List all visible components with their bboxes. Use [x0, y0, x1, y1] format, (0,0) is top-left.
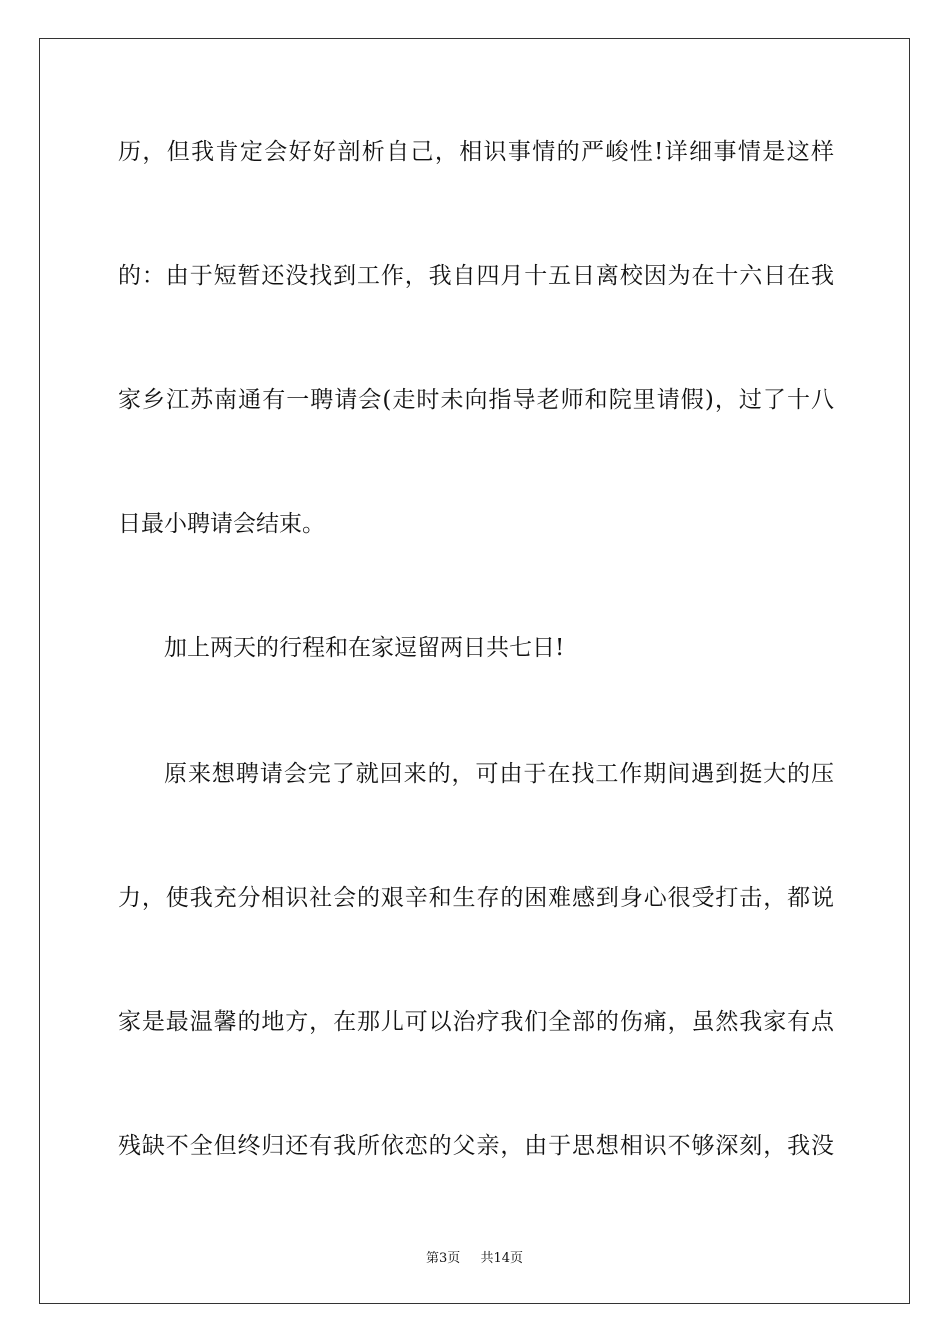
- paragraph-line: 原来想聘请会完了就回来的，可由于在找工作期间遇到挺大的压: [164, 761, 834, 787]
- text-line: 残缺不全但终归还有我所依恋的父亲，由于思想相识不够深刻，我没: [118, 1133, 834, 1159]
- text-line: 家是最温馨的地方，在那儿可以治疗我们全部的伤痛，虽然我家有点: [118, 1009, 834, 1035]
- text-line: 日最小聘请会结束。: [118, 511, 325, 537]
- document-page: [39, 38, 910, 1304]
- text-line: 力，使我充分相识社会的艰辛和生存的困难感到身心很受打击，都说: [118, 885, 834, 911]
- text-line: 家乡江苏南通有一聘请会(走时未向指导老师和院里请假)，过了十八: [118, 387, 834, 413]
- page-total: 共14页: [480, 1251, 523, 1266]
- paragraph-line: 加上两天的行程和在家逗留两日共七日!: [164, 635, 565, 661]
- text-line: 历，但我肯定会好好剖析自己，相识事情的严峻性!详细事情是这样: [118, 139, 834, 165]
- page-footer: [40, 1247, 909, 1266]
- page-number: 第3页: [426, 1251, 461, 1266]
- text-line: 的：由于短暂还没找到工作，我自四月十五日离校因为在十六日在我: [118, 263, 834, 289]
